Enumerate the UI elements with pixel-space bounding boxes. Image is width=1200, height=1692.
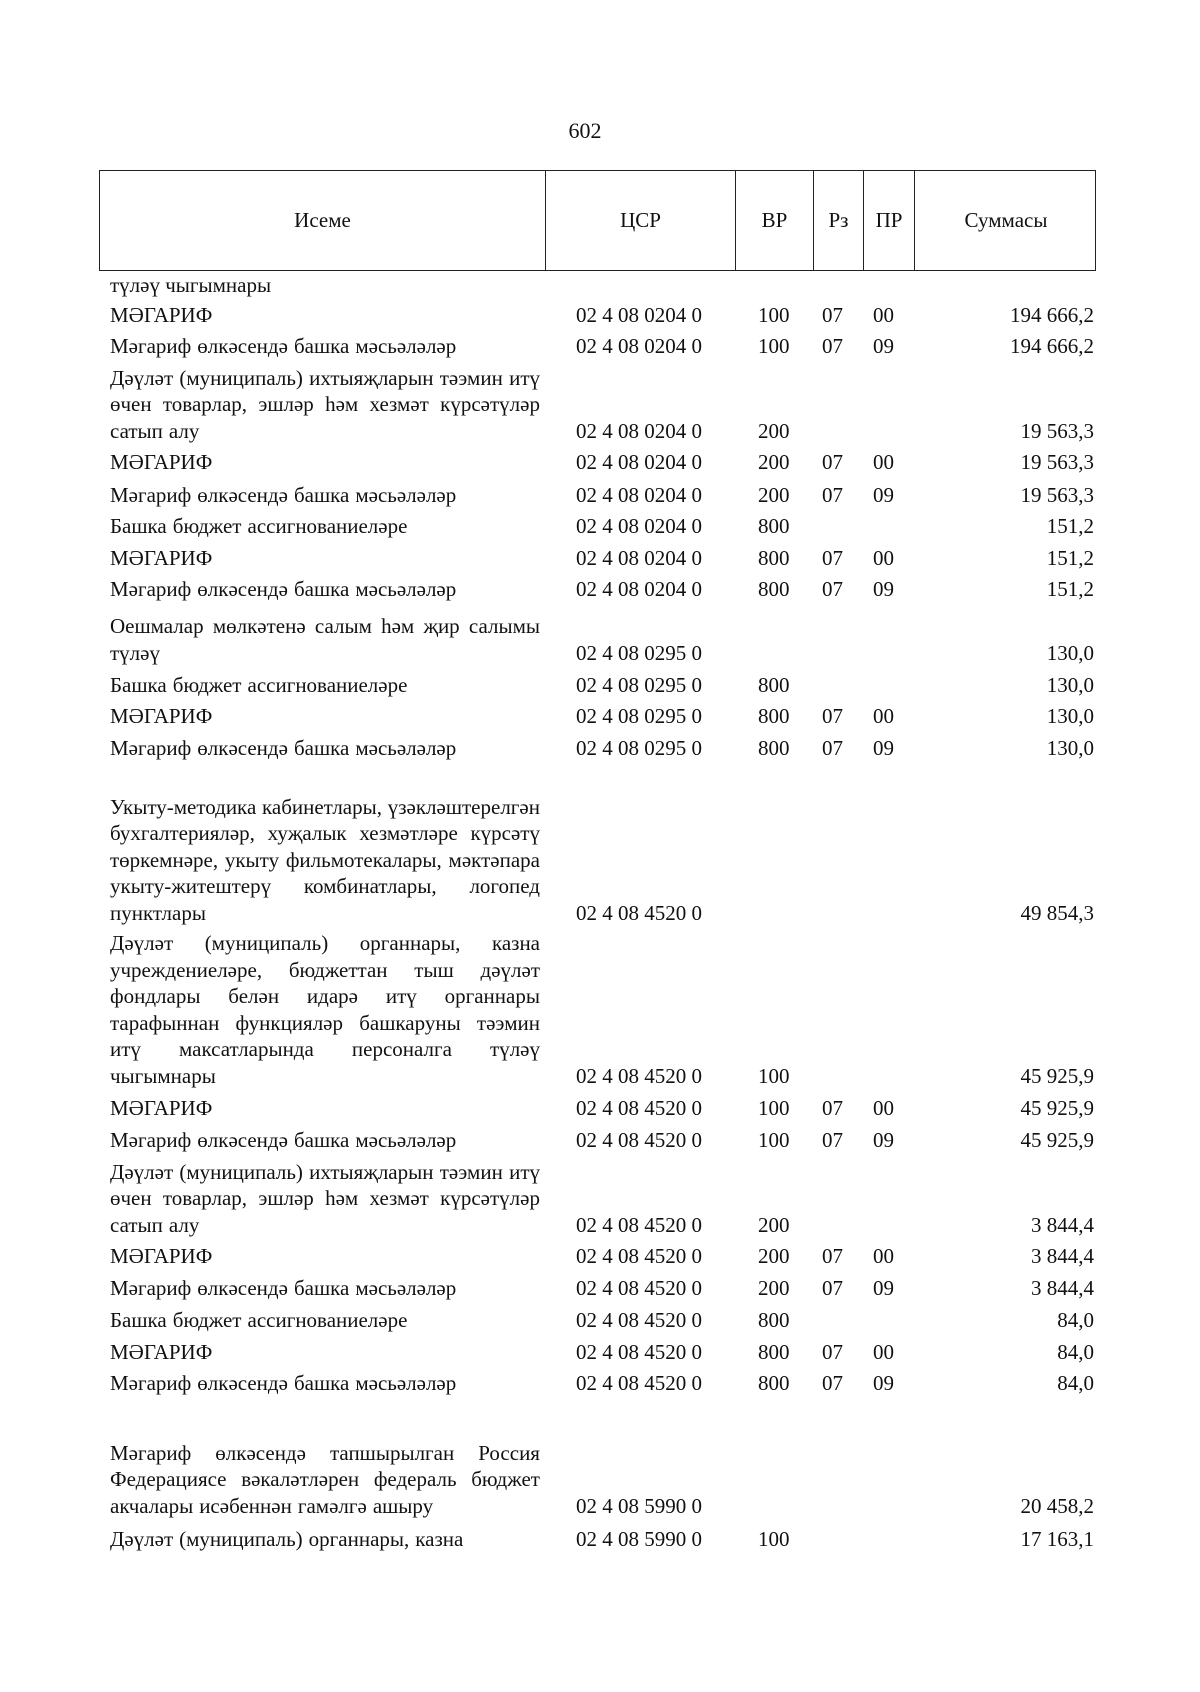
row-rz: 07: [822, 449, 843, 474]
row-sum: 3 844,4: [1031, 1275, 1094, 1300]
row-name: Дәүләт (муниципаль) органнары, казна: [110, 1526, 464, 1551]
row-vr: 800: [758, 1370, 790, 1395]
row-name: Мәгариф өлкәсендә башка мәсьәләләр: [110, 735, 457, 760]
row-name: Башка бюджет ассигнованиеләре: [110, 513, 408, 538]
row-pr: 00: [873, 302, 894, 327]
row-vr: 200: [758, 1243, 790, 1268]
row-rz: 07: [822, 333, 843, 358]
row-sum: 45 925,9: [1020, 1095, 1094, 1120]
row-name: МӘГАРИФ: [110, 1339, 213, 1364]
row-pr: 00: [873, 1095, 894, 1120]
row-name: Мәгариф өлкәсендә башка мәсьәләләр: [110, 333, 457, 358]
row-sum: 84,0: [1057, 1370, 1094, 1395]
row-sum: 151,2: [1046, 545, 1094, 570]
row-vr: 200: [758, 1212, 790, 1237]
row-sum: 20 458,2: [1020, 1493, 1094, 1518]
row-sum: 84,0: [1057, 1307, 1094, 1332]
row-sum: 130,0: [1046, 672, 1094, 697]
row-name: МӘГАРИФ: [110, 449, 213, 474]
row-sum: 19 563,3: [1020, 449, 1094, 474]
row-csr: 02 4 08 5990 0: [576, 1493, 702, 1518]
row-vr: 800: [758, 672, 790, 697]
row-csr: 02 4 08 0295 0: [576, 703, 702, 728]
row-csr: 02 4 08 4520 0: [576, 1339, 702, 1364]
row-sum: 17 163,1: [1020, 1526, 1094, 1551]
row-sum: 151,2: [1046, 576, 1094, 601]
row-name: МӘГАРИФ: [110, 302, 213, 327]
row-csr: 02 4 08 0204 0: [576, 576, 702, 601]
row-sum: 130,0: [1046, 735, 1094, 760]
row-vr: 100: [758, 333, 790, 358]
row-vr: 200: [758, 418, 790, 443]
row-vr: 800: [758, 703, 790, 728]
row-pr: 09: [873, 576, 894, 601]
row-pr: 00: [873, 703, 894, 728]
row-sum: 19 563,3: [1020, 418, 1094, 443]
row-sum: 194 666,2: [1010, 302, 1094, 327]
row-vr: 800: [758, 576, 790, 601]
row-sum: 3 844,4: [1031, 1243, 1094, 1268]
row-pr: 09: [873, 482, 894, 507]
row-csr: 02 4 08 0295 0: [576, 640, 702, 665]
column-header-csr: ЦСР: [545, 171, 735, 270]
row-rz: 07: [822, 1339, 843, 1364]
row-csr: 02 4 08 0204 0: [576, 449, 702, 474]
row-csr: 02 4 08 4520 0: [576, 1212, 702, 1237]
row-name: Мәгариф өлкәсендә тапшырылган Россия Федерациясе вәкаләтләрен федераль бюджет акчалары исәбеннән гамәлгә ашыру: [110, 1440, 540, 1518]
row-name: МӘГАРИФ: [110, 703, 213, 728]
row-rz: 07: [822, 302, 843, 327]
row-rz: 07: [822, 1370, 843, 1395]
row-csr: 02 4 08 0204 0: [576, 333, 702, 358]
row-csr: 02 4 08 4520 0: [576, 1127, 702, 1152]
row-sum: 45 925,9: [1020, 1127, 1094, 1152]
row-sum: 84,0: [1057, 1339, 1094, 1364]
row-pr: 09: [873, 1127, 894, 1152]
row-name: МӘГАРИФ: [110, 545, 213, 570]
row-csr: 02 4 08 4520 0: [576, 1063, 702, 1088]
row-vr: 800: [758, 1339, 790, 1364]
row-csr: 02 4 08 0204 0: [576, 545, 702, 570]
column-header-sum: Суммасы: [914, 171, 1097, 270]
row-name: МӘГАРИФ: [110, 1095, 213, 1120]
row-sum: 151,2: [1046, 513, 1094, 538]
row-pr: 00: [873, 1339, 894, 1364]
row-csr: 02 4 08 4520 0: [576, 1307, 702, 1332]
column-header-pr: ПР: [863, 171, 914, 270]
row-vr: 200: [758, 1275, 790, 1300]
row-csr: 02 4 08 4520 0: [576, 1370, 702, 1395]
row-sum: 130,0: [1046, 703, 1094, 728]
row-rz: 07: [822, 545, 843, 570]
row-name: Мәгариф өлкәсендә башка мәсьәләләр: [110, 576, 457, 601]
row-vr: 800: [758, 1307, 790, 1332]
row-pr: 09: [873, 735, 894, 760]
row-csr: 02 4 08 4520 0: [576, 1275, 702, 1300]
row-sum: 194 666,2: [1010, 333, 1094, 358]
row-name: Дәүләт (муниципаль) органнары, казна учреждениеләре, бюджеттан тыш дәүләт фондлары белән идарә итү органнары тарафыннан функцияләр башкаруны тәэмин итү максатларында персоналга түләү чыгымнары: [110, 931, 540, 1088]
row-name: Дәүләт (муниципаль) ихтыяҗларын тәэмин итү өчен товарлар, эшләр һәм хезмәт күрсәтүләр сатып алу: [110, 365, 540, 443]
row-csr: 02 4 08 0204 0: [576, 302, 702, 327]
row-vr: 100: [758, 1127, 790, 1152]
row-csr: 02 4 08 0295 0: [576, 735, 702, 760]
row-name: Башка бюджет ассигнованиеләре: [110, 672, 408, 697]
continuation-text: түләү чыгымнары: [110, 273, 272, 297]
table-row: [0, 1252, 1200, 1552]
row-vr: 200: [758, 482, 790, 507]
row-vr: 100: [758, 1063, 790, 1088]
row-csr: 02 4 08 4520 0: [576, 900, 702, 925]
column-header-rz: Рз: [813, 171, 863, 270]
row-name: Башка бюджет ассигнованиеләре: [110, 1307, 408, 1332]
row-name: МӘГАРИФ: [110, 1243, 213, 1268]
column-header-vr: ВР: [735, 171, 813, 270]
row-vr: 100: [758, 302, 790, 327]
row-csr: 02 4 08 0295 0: [576, 672, 702, 697]
row-name: Мәгариф өлкәсендә башка мәсьәләләр: [110, 482, 457, 507]
row-vr: 100: [758, 1095, 790, 1120]
row-pr: 09: [873, 1370, 894, 1395]
row-pr: 09: [873, 333, 894, 358]
row-csr: 02 4 08 5990 0: [576, 1526, 702, 1551]
row-name: Мәгариф өлкәсендә башка мәсьәләләр: [110, 1370, 457, 1395]
row-sum: 19 563,3: [1020, 482, 1094, 507]
row-csr: 02 4 08 0204 0: [576, 482, 702, 507]
row-rz: 07: [822, 576, 843, 601]
column-header-name: Исеме: [294, 208, 351, 232]
row-vr: 100: [758, 1526, 790, 1551]
row-csr: 02 4 08 0204 0: [576, 513, 702, 538]
row-rz: 07: [822, 1095, 843, 1120]
row-rz: 07: [822, 1275, 843, 1300]
row-csr: 02 4 08 4520 0: [576, 1095, 702, 1120]
row-sum: 3 844,4: [1031, 1212, 1094, 1237]
row-pr: 00: [873, 545, 894, 570]
row-sum: 130,0: [1046, 640, 1094, 665]
row-name: Мәгариф өлкәсендә башка мәсьәләләр: [110, 1127, 457, 1152]
row-pr: 00: [873, 1243, 894, 1268]
row-rz: 07: [822, 1243, 843, 1268]
row-name: Мәгариф өлкәсендә башка мәсьәләләр: [110, 1275, 457, 1300]
row-rz: 07: [822, 703, 843, 728]
row-pr: 09: [873, 1275, 894, 1300]
row-vr: 800: [758, 513, 790, 538]
row-pr: 00: [873, 449, 894, 474]
row-name: Оешмалар мөлкәтенә салым һәм җир салымы түләү: [110, 614, 540, 665]
row-vr: 800: [758, 545, 790, 570]
row-sum: 49 854,3: [1020, 900, 1094, 925]
row-csr: 02 4 08 0204 0: [576, 418, 702, 443]
row-sum: 45 925,9: [1020, 1063, 1094, 1088]
row-name: Укыту-методика кабинетлары, үзәкләштерелгән бухгалтерияләр, хуҗалык хезмәтләре күрсәтү төркемнәре, укыту фильмотекалары, мәктәпара укыту-житештерү комбинатлары, логопед пунктлары: [110, 794, 540, 925]
row-rz: 07: [822, 735, 843, 760]
row-name: Дәүләт (муниципаль) ихтыяҗларын тәэмин итү өчен товарлар, эшләр һәм хезмәт күрсәтүләр сатып алу: [110, 1159, 540, 1237]
page-number: 602: [568, 118, 602, 143]
row-vr: 200: [758, 449, 790, 474]
row-vr: 800: [758, 735, 790, 760]
row-rz: 07: [822, 1127, 843, 1152]
row-csr: 02 4 08 4520 0: [576, 1243, 702, 1268]
row-rz: 07: [822, 482, 843, 507]
